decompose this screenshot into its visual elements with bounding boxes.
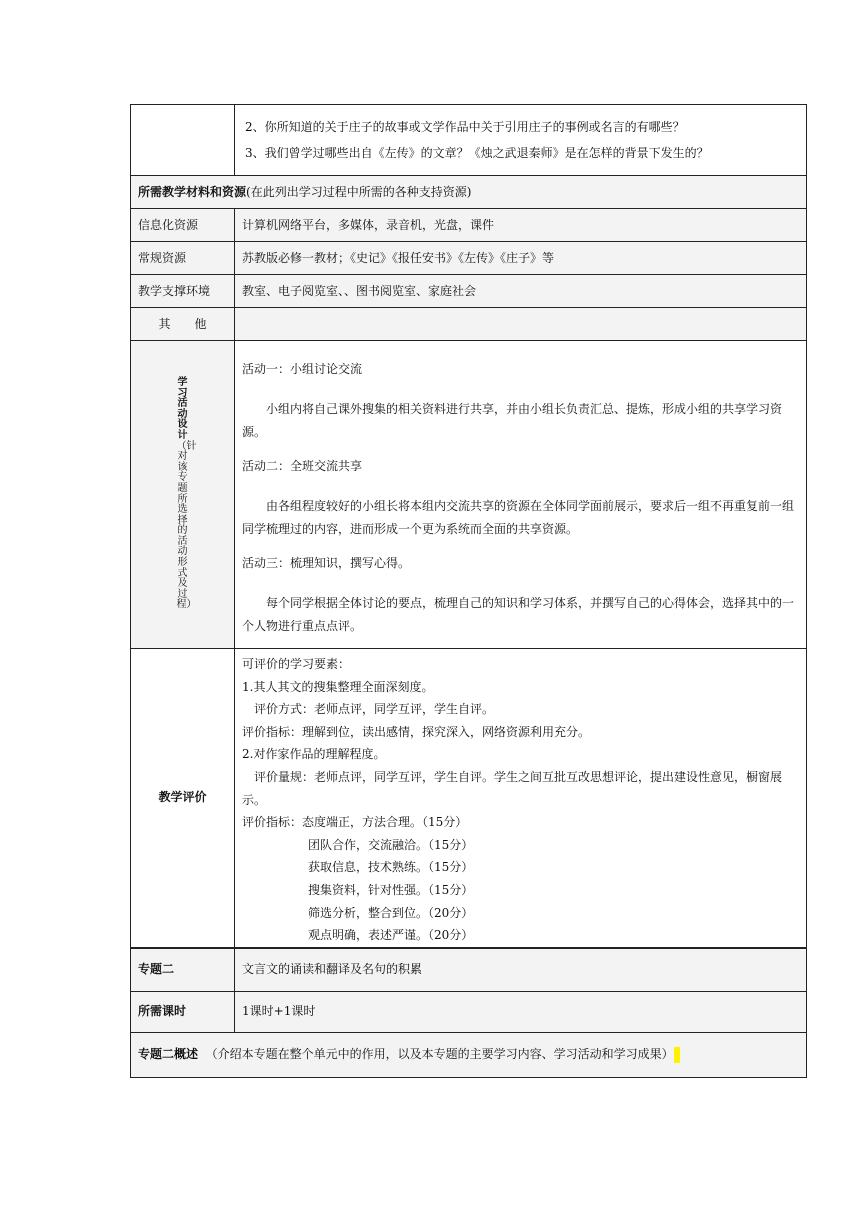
eval-line-10: 筛选分析，整合到位。（20分）: [308, 905, 474, 920]
activities-label-note: （针对该专题所选择的活动形式及过程）: [176, 440, 197, 611]
overview-cell: [131, 1032, 807, 1077]
question-2: 2、你所知道的关于庄子的故事或文学作品中关于引用庄子的事例或名言的有哪些？: [245, 120, 685, 134]
activities-label-bold: 学习活动设计: [177, 376, 188, 441]
materials-heading: 所需教学材料和资源: [138, 184, 247, 199]
eval-line-3: 评价指标：理解到位，读出感情，探究深入，网络资源利用充分。: [242, 724, 591, 739]
eval-line-4: 2.对作家作品的理解程度。: [242, 747, 386, 762]
overview-label: 专题二概述: [138, 1047, 199, 1062]
evaluation-label-cell: [131, 649, 235, 948]
resource-label-env: 教学支撑环境: [131, 275, 235, 308]
topic2-label-cell: [131, 948, 235, 992]
activity-2-body: 由各组程度较好的小组长将本组内交流共享的资源在全体同学面前展示，要求后一组不再重复前一组同学梳理过的内容，进而形成一个更为系统而全面的共享资源。: [242, 499, 795, 536]
eval-line-9: 搜集资料，针对性强。（15分）: [308, 882, 474, 897]
materials-heading-cell: [131, 176, 807, 209]
activities-cell: [235, 341, 807, 649]
resource-label-regular: 常规资源: [131, 242, 235, 275]
activity-1-heading: 活动一：小组讨论交流: [242, 362, 363, 376]
activity-2-heading: 活动二：全班交流共享: [242, 459, 363, 473]
empty-label-cell: [131, 105, 235, 176]
eval-line-8: 获取信息，技术熟练。（15分）: [308, 860, 474, 875]
resource-value-regular: 苏教版必修一教材；《史记》《报任安书》《左传》《庄子》等: [235, 242, 807, 275]
eval-line-6: 评价指标：态度端正，方法合理。（15分）: [242, 815, 468, 830]
eval-line-11: 观点明确，表述严谨。（20分）: [308, 928, 474, 943]
eval-line-7: 团队合作，交流融洽。（15分）: [308, 837, 474, 852]
eval-line-2: 评价方式：老师点评，同学互评，学生自评。: [254, 702, 495, 717]
resource-value-env: 教室、电子阅览室、、图书阅览室、家庭社会: [235, 275, 807, 308]
resource-value-it: 计算机网络平台，多媒体，录音机，光盘，课件: [235, 209, 807, 242]
eval-line-1: 1.其人其文的搜集整理全面深刻度。: [242, 679, 434, 694]
text-cursor-highlight: [674, 1047, 680, 1063]
resource-label-other: 其 他: [131, 308, 235, 341]
eval-line-5: 评价量规：老师点评，同学互评，学生自评。学生之间互批互改思想评论，提出建设性意见，橱窗展示。: [242, 769, 783, 807]
hours-value: 1课时+1课时: [235, 991, 807, 1032]
lesson-plan-table: [130, 104, 806, 1078]
activity-1-body: 小组内将自己课外搜集的相关资料进行共享，并由小组长负责汇总、提炼，形成小组的共享学习资源。: [242, 402, 783, 439]
evaluation-label: 教学评价: [158, 790, 207, 805]
resource-label-it: 信息化资源: [131, 209, 235, 242]
activity-3-body: 每个同学根据全体讨论的要点，梳理自己的知识和学习体系，并撰写自己的心得体会，选择其中的一个人物进行重点点评。: [242, 596, 795, 633]
question-3: 3、我们曾学过哪些出自《左传》的文章？《烛之武退秦师》是在怎样的背景下发生的？: [245, 146, 709, 160]
hours-label: 所需课时: [138, 1004, 187, 1019]
hours-label-cell: [131, 991, 235, 1032]
topic2-value: 文言文的诵读和翻译及名句的积累: [235, 948, 807, 992]
activity-3-heading: 活动三：梳理知识，撰写心得。: [242, 556, 411, 570]
activities-label-cell: [131, 341, 235, 649]
questions-cell: [235, 105, 807, 176]
resource-value-other: [235, 308, 807, 341]
topic2-label: 专题二: [138, 962, 175, 977]
overview-note: （介绍本专题在整个单元中的作用，以及本专题的主要学习内容、学习活动和学习成果）: [205, 1047, 674, 1062]
activities-label: [176, 376, 197, 611]
materials-note: (在此列出学习过程中所需的各种支持资源): [246, 184, 472, 199]
eval-line-0: 可评价的学习要素：: [242, 657, 351, 671]
evaluation-cell: [235, 649, 807, 948]
